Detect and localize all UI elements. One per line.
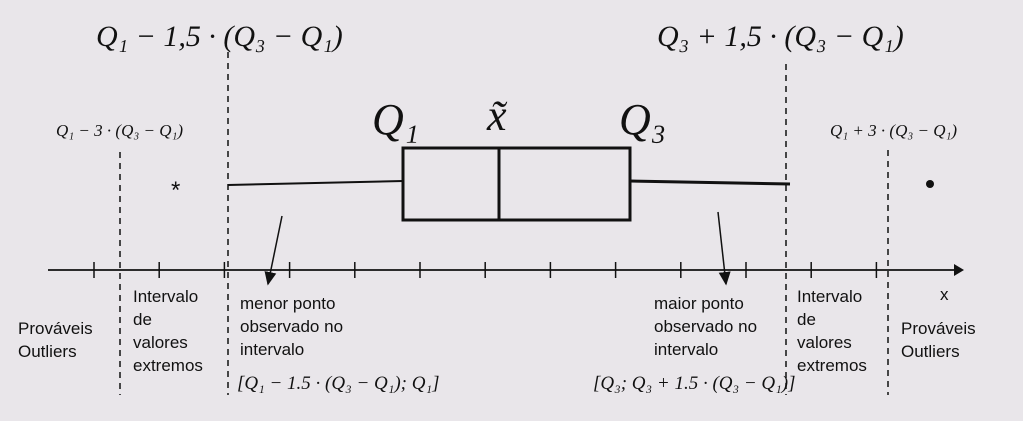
max-point-annotation [593, 294, 795, 394]
left-extreme-interval-label [133, 287, 203, 375]
left-extreme-line-3: valores [133, 333, 188, 352]
min-point-annotation [237, 294, 439, 394]
min-point-line-2: observado no [240, 317, 344, 336]
upper-outer-fence-formula: Q₁ + 3 · (Q₃ − Q₁) [830, 121, 958, 140]
left-outliers-line-1: Prováveis [18, 319, 93, 338]
lower-outer-fence-formula: Q₁ − 3 · (Q₃ − Q₁) [56, 121, 184, 140]
min-point-interval: [Q₁ − 1.5 · (Q₃ − Q₁); Q₁] [237, 373, 440, 394]
q3-label: Q₃ [619, 95, 667, 144]
upper-fence-formula: Q₃ + 1,5 · (Q₃ − Q₁) [657, 20, 904, 53]
q1-label: Q₁ [372, 95, 420, 144]
lower-fence-formula: Q₁ − 1,5 · (Q₃ − Q₁) [96, 20, 343, 53]
max-point-line-2: observado no [654, 317, 758, 336]
right-extreme-line-3: valores [797, 333, 852, 352]
left-outliers-line-2: Outliers [18, 342, 77, 361]
right-extreme-line-4: extremos [797, 356, 867, 375]
left-extreme-line-2: de [133, 310, 152, 329]
upper-whisker [630, 181, 790, 184]
iqr-box [403, 148, 630, 220]
max-point-arrow [718, 212, 726, 284]
max-point-interval: [Q₃; Q₃ + 1.5 · (Q₃ − Q₁)] [593, 373, 796, 394]
max-point-line-3: intervalo [654, 340, 719, 359]
median-label: x̃ [487, 91, 507, 140]
right-outliers-line-1: Prováveis [901, 319, 976, 338]
right-outliers-line-2: Outliers [901, 342, 960, 361]
right-extreme-line-2: de [797, 310, 816, 329]
right-extreme-line-1: Intervalo [797, 287, 863, 306]
min-point-line-3: intervalo [240, 340, 305, 359]
outlier-marker-right [926, 180, 934, 188]
max-point-line-1: maior ponto [654, 294, 744, 313]
outlier-marker-left: * [171, 177, 181, 204]
lower-whisker [228, 181, 403, 185]
min-point-line-1: menor ponto [240, 294, 336, 313]
left-extreme-line-4: extremos [133, 356, 203, 375]
x-axis-arrowhead [954, 264, 964, 276]
right-outliers-label [901, 319, 976, 361]
min-point-arrow [268, 216, 282, 284]
right-extreme-interval-label [797, 287, 867, 375]
x-axis-label: x [940, 285, 949, 304]
left-extreme-line-1: Intervalo [133, 287, 199, 306]
left-outliers-label [18, 319, 93, 361]
